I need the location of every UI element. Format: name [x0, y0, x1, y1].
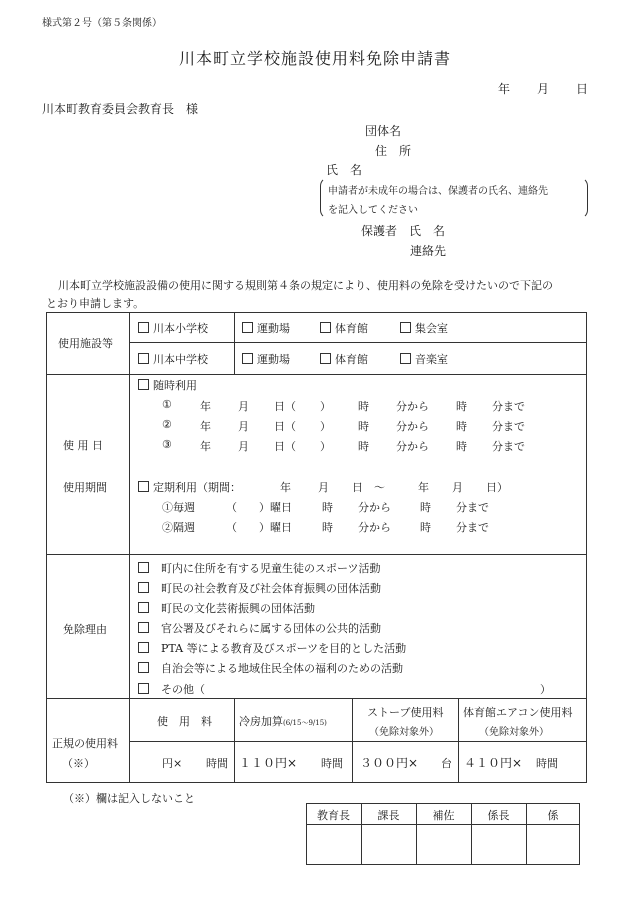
approval-staff: 係: [547, 809, 559, 822]
fee-aircon-unit: ４１０円×: [464, 756, 523, 770]
fee-usage-hours: 時間: [206, 757, 228, 770]
fee-col-aircon: 体育館エアコン使用料: [463, 706, 573, 719]
fee-cooling-hours: 時間: [321, 757, 343, 770]
exemption-item[interactable]: 官公署及びそれらに属する団体の公共的活動: [138, 620, 381, 636]
regular-start-day: 日 ～: [352, 481, 385, 494]
applicant-org-label: 団体名: [365, 124, 402, 138]
facility-elem-gym[interactable]: 体育館: [320, 320, 368, 336]
facility-kawamoto-junior-high[interactable]: 川本中学校: [138, 351, 208, 367]
applicant-address-label: 住 所: [375, 144, 412, 158]
usage-period-label: 使用期間: [63, 481, 107, 494]
approval-deputy: 補佐: [432, 809, 455, 822]
fee-stove-count: 台: [441, 757, 452, 770]
exemption-other-close: ）: [540, 683, 551, 696]
guardian-note-line2: を記入してください: [328, 205, 418, 216]
date-day: 日: [576, 82, 589, 96]
form-number: 様式第２号（第５条関係）: [42, 18, 162, 29]
page: 様式第２号（第５条関係） 川本町立学校施設使用料免除申請書 年 月 日 川本町教育委員会教育長 様 団体名 住 所 氏 名 申請者が未成年の場合は、保護者の氏名、連絡先 を記入してください 保護者 氏 名 連絡先 川本町立学校施設設備の使用に関する規則第４条の規定により、使用料の免除を受けたいので下記の とおり申請します。 使用施設等 川本小学校 運動場 体育館 集会室 川本中学校 運動場 体育館 音楽室 使 用 日 使用期間 随時利用 ① 年 月 日（ ） 時 分から 時 分まで ② 年 月 日（ ） 時 分から 時 分まで ③ 年 月 日（ ） 時 分から 時 分まで 定期利用（期間： 年 月 日 ～ 年 月 日） ①毎週 （ ）曜日 時 分から 時 分まで ②隔週 （ ）曜日 時 分から 時 分まで 免除理由 町内に住所を有する児童生徒のスポーツ活動 町民の社会教育及び社会体育振興の団体活動 町民の文化芸術振興の団体活動 官公署及びそれらに属する団体の公共的活動 PTA 等による教育及びスポーツを目的とした活動 自治会等による地域住民全体の福利のための活動 その他（ ） 正規の使用料 （※） 使 用 料 冷房加算(6/15〜9/15) ストーブ使用料 （免除対象外） 体育館エアコン使用料 （免除対象外） 円× 時間 １１０円× 時間 ３００円× 台 ４１０円× 時間 （※）欄は記入しないこと 教育長 課長 補佐 係長 係: [0, 0, 630, 903]
fee-col-stove: ストーブ使用料: [367, 706, 444, 719]
regular-end-month: 月: [452, 481, 463, 494]
facility-elem-assembly-room[interactable]: 集会室: [400, 320, 448, 336]
facility-jhs-field[interactable]: 運動場: [242, 351, 290, 367]
facility-kawamoto-elementary[interactable]: 川本小学校: [138, 320, 208, 336]
guardian-name-label: 保護者 氏 名: [361, 224, 446, 238]
exemption-item[interactable]: PTA 等による教育及びスポーツを目的とした活動: [138, 640, 406, 656]
fee-stove-unit: ３００円×: [360, 756, 419, 770]
fee-col-stove-note: （免除対象外）: [369, 727, 439, 738]
exemption-item-other[interactable]: その他（: [138, 681, 205, 697]
guardian-contact-label: 連絡先: [410, 244, 447, 258]
date-year: 年: [498, 82, 511, 96]
exemption-item[interactable]: 町民の社会教育及び社会体育振興の団体活動: [138, 580, 381, 596]
regular-start-month: 月: [318, 481, 329, 494]
footnote: （※）欄は記入しないこと: [63, 792, 195, 805]
approval-superintendent: 教育長: [317, 809, 350, 822]
exemption-item[interactable]: 自治会等による地域住民全体の福利のための活動: [138, 660, 403, 676]
usage-date-label: 使 用 日: [63, 439, 103, 452]
exemption-item[interactable]: 町内に住所を有する児童生徒のスポーツ活動: [138, 560, 381, 576]
exemption-label: 免除理由: [63, 623, 107, 636]
adhoc-use-checkbox[interactable]: 随時利用: [138, 377, 197, 393]
facilities-label: 使用施設等: [58, 337, 113, 350]
facility-elem-field[interactable]: 運動場: [242, 320, 290, 336]
intro-line2: とおり申請します。: [46, 297, 145, 310]
regular-start-year: 年: [280, 481, 291, 494]
fee-aircon-hours: 時間: [536, 757, 558, 770]
fee-col-cooling: 冷房加算(6/15〜9/15): [239, 715, 327, 728]
regular-end-day: 日）: [486, 481, 508, 494]
applicant-name-label: 氏 名: [326, 163, 363, 177]
addressee: 川本町教育委員会教育長 様: [42, 102, 199, 116]
facility-jhs-gym[interactable]: 体育館: [320, 351, 368, 367]
exemption-item[interactable]: 町民の文化芸術振興の団体活動: [138, 600, 315, 616]
regular-fee-label: 正規の使用料: [52, 737, 118, 750]
intro-line1: 川本町立学校施設設備の使用に関する規則第４条の規定により、使用料の免除を受けたいので下記の: [58, 279, 553, 292]
fee-usage-unit: 円×: [162, 757, 183, 770]
regular-use-checkbox[interactable]: 定期利用（期間：: [138, 479, 241, 495]
regular-fee-note-mark: （※）: [62, 757, 95, 770]
fee-col-aircon-note: （免除対象外）: [479, 727, 549, 738]
date-month: 月: [537, 82, 550, 96]
fee-col-usage: 使 用 料: [157, 715, 212, 728]
approval-unit-chief: 係長: [487, 809, 510, 822]
guardian-note-line1: 申請者が未成年の場合は、保護者の氏名、連絡先: [328, 186, 548, 197]
approval-section-chief: 課長: [377, 809, 400, 822]
page-title: 川本町立学校施設使用料免除申請書: [178, 49, 451, 68]
regular-end-year: 年: [418, 481, 429, 494]
facility-jhs-music-room[interactable]: 音楽室: [400, 351, 448, 367]
fee-cooling-unit: １１０円×: [239, 756, 298, 770]
